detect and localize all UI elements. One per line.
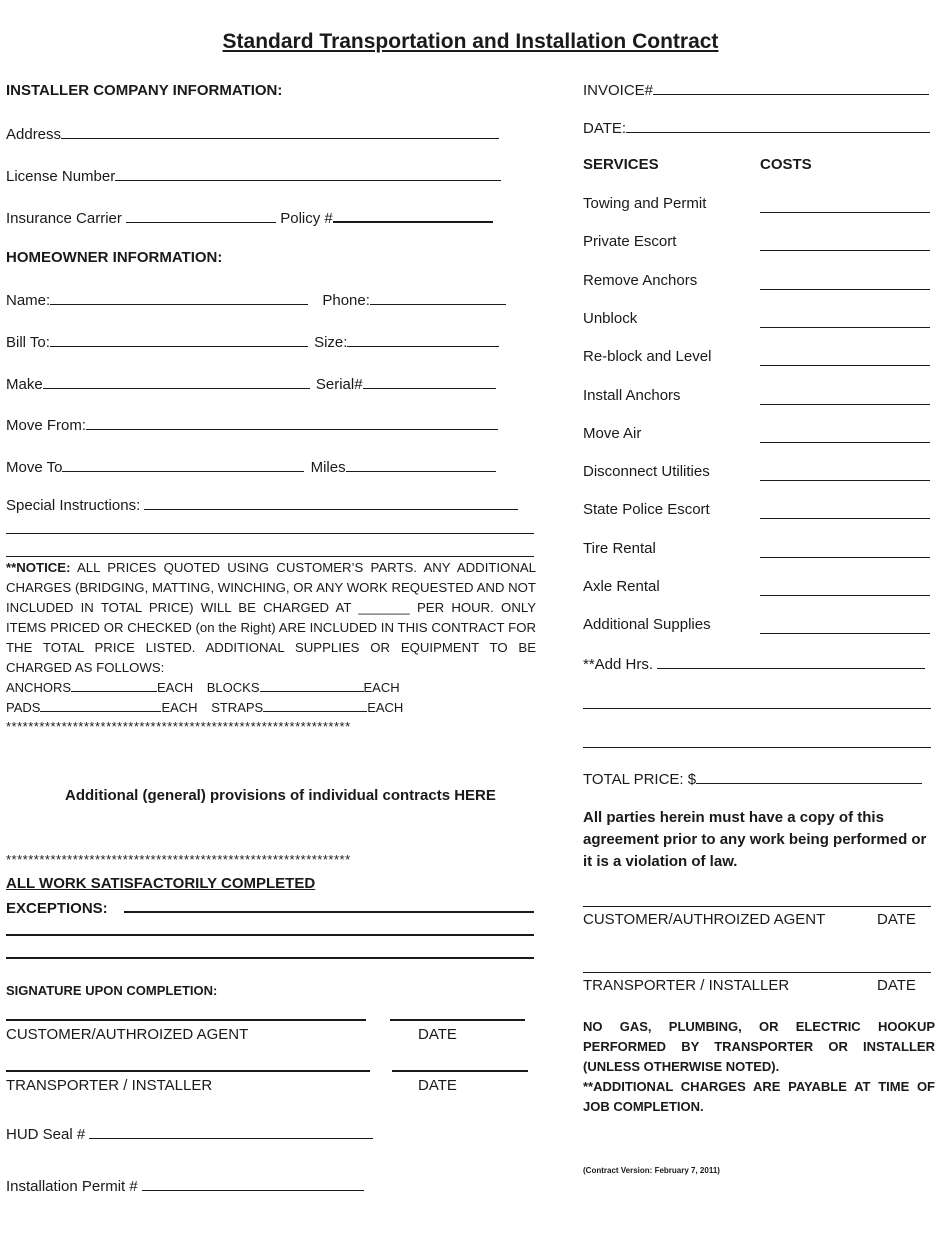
transporter-date-label: DATE	[418, 1077, 457, 1094]
service-label: State Police Escort	[583, 501, 710, 518]
customer-date-label-right: DATE	[877, 911, 916, 928]
anchors-label: ANCHORS	[6, 680, 72, 695]
name-row	[6, 290, 506, 309]
address-row	[6, 124, 499, 143]
services-header: SERVICES	[583, 156, 659, 173]
each-label: EACH	[157, 680, 194, 695]
exceptions-label: EXCEPTIONS:	[6, 900, 108, 917]
service-label: Axle Rental	[583, 578, 660, 595]
service-cost-field[interactable]	[760, 404, 930, 405]
transporter-date-label-right: DATE	[877, 977, 916, 994]
make-field[interactable]	[43, 374, 310, 389]
hud-row	[6, 1124, 373, 1143]
no-gas-notice: NO GAS, PLUMBING, OR ELECTRIC HOOKUP PERFORMED BY TRANSPORTER OR INSTALLER (UNLESS OTHERWISE NOTED).	[583, 1019, 935, 1074]
date-row	[583, 118, 930, 137]
add-hrs-line-2[interactable]	[583, 708, 931, 709]
signature-heading: SIGNATURE UPON COMPLETION:	[6, 983, 218, 998]
miles-field[interactable]	[346, 457, 496, 472]
notice-block	[6, 558, 536, 678]
pads-field[interactable]	[40, 700, 161, 712]
transporter-date-line[interactable]	[392, 1070, 528, 1072]
costs-header: COSTS	[760, 156, 812, 173]
stars-divider: **************************************************************	[6, 719, 351, 734]
name-label: Name:	[6, 292, 51, 309]
customer-date-label: DATE	[418, 1026, 457, 1043]
add-hrs-label: **Add Hrs.	[583, 656, 654, 673]
license-label: License Number	[6, 168, 116, 185]
each-label: EACH	[161, 700, 198, 715]
insurance-row	[6, 207, 493, 227]
exceptions-field[interactable]	[124, 897, 534, 913]
straps-label: STRAPS	[211, 700, 264, 715]
service-cost-field[interactable]	[760, 480, 930, 481]
page-title: Standard Transportation and Installation Contract	[222, 30, 719, 53]
total-price-row	[583, 769, 922, 788]
copy-notice: All parties herein must have a copy of this agreement prior to any work being performed or it is a violation of law.	[583, 809, 927, 870]
pads-label: PADS	[6, 700, 41, 715]
service-cost-field[interactable]	[760, 518, 930, 519]
invoice-label: INVOICE#	[583, 82, 654, 99]
straps-field[interactable]	[263, 700, 367, 712]
moveto-field[interactable]	[62, 457, 304, 472]
special-line-2[interactable]	[6, 533, 534, 534]
policy-field[interactable]	[333, 207, 493, 223]
special-row	[6, 495, 518, 514]
each-label: EACH	[367, 700, 404, 715]
service-label: Private Escort	[583, 233, 677, 250]
service-label: Tire Rental	[583, 540, 656, 557]
insurance-field[interactable]	[126, 208, 276, 223]
special-field[interactable]	[144, 495, 518, 510]
stars-divider: **************************************************************	[6, 852, 351, 867]
service-cost-field[interactable]	[760, 442, 930, 443]
address-field[interactable]	[61, 124, 499, 139]
service-cost-field[interactable]	[760, 365, 930, 366]
exceptions-line-3[interactable]	[6, 957, 534, 959]
movefrom-field[interactable]	[86, 415, 498, 430]
phone-field[interactable]	[370, 290, 506, 305]
add-hrs-field[interactable]	[657, 654, 925, 669]
customer-date-line[interactable]	[390, 1019, 525, 1021]
service-cost-field[interactable]	[760, 327, 930, 328]
invoice-field[interactable]	[653, 80, 929, 95]
completed-heading: ALL WORK SATISFACTORILY COMPLETED	[6, 875, 316, 892]
invoice-row	[583, 80, 929, 99]
insurance-label: Insurance Carrier	[6, 210, 122, 227]
serial-field[interactable]	[363, 374, 496, 389]
address-label: Address	[6, 126, 62, 143]
hud-field[interactable]	[89, 1124, 373, 1139]
moveto-label: Move To	[6, 459, 63, 476]
service-cost-field[interactable]	[760, 289, 930, 290]
permit-row	[6, 1176, 364, 1195]
notice-text: ALL PRICES QUOTED USING CUSTOMER’S PARTS. ANY ADDITIONAL CHARGES (BRIDGING, MATTING, WINCHING, OR ANY WORK REQUESTED AND NOT INCLUDED IN TOTAL PRICE) WILL BE CHARGED AT _______ PER HOUR. ONLY ITEMS PRICED OR CHECKED (on the Right) ARE INCLUDED IN THIS CONTRACT FOR THE TOTAL PRICE LISTED. ADDITIONAL SUPPLIES OR EQUIPMENT TO BE CHARGED AS FOLLOWS:	[6, 560, 536, 675]
special-label: Special Instructions:	[6, 497, 141, 514]
service-label: Towing and Permit	[583, 195, 707, 212]
service-cost-field[interactable]	[760, 595, 930, 596]
size-label: Size:	[314, 334, 348, 351]
anchors-field[interactable]	[71, 680, 157, 692]
installer-heading: INSTALLER COMPANY INFORMATION:	[6, 82, 283, 99]
contract-version: (Contract Version: February 7, 2011)	[583, 1166, 720, 1175]
blocks-field[interactable]	[260, 680, 364, 692]
transporter-label-right: TRANSPORTER / INSTALLER	[583, 977, 790, 994]
customer-signature-line[interactable]	[6, 1019, 366, 1021]
homeowner-heading: HOMEOWNER INFORMATION:	[6, 249, 223, 266]
service-label: Disconnect Utilities	[583, 463, 710, 480]
license-field[interactable]	[115, 166, 501, 181]
exceptions-line-2[interactable]	[6, 934, 534, 936]
total-price-field[interactable]	[696, 769, 922, 784]
name-field[interactable]	[50, 290, 308, 305]
date-field[interactable]	[626, 118, 930, 133]
each-label: EACH	[363, 680, 400, 695]
customer-agent-label-right: CUSTOMER/AUTHROIZED AGENT	[583, 911, 826, 928]
billto-field[interactable]	[50, 332, 308, 347]
anchors-row	[6, 680, 400, 695]
service-cost-field[interactable]	[760, 557, 930, 558]
add-hrs-row	[583, 654, 925, 673]
make-row	[6, 374, 496, 393]
service-cost-field[interactable]	[760, 212, 930, 213]
add-hrs-line-3[interactable]	[583, 747, 931, 748]
transporter-signature-line-right[interactable]	[583, 972, 931, 973]
payable-notice: **ADDITIONAL CHARGES ARE PAYABLE AT TIME OF JOB COMPLETION.	[583, 1079, 935, 1114]
total-price-label: TOTAL PRICE: $	[583, 771, 697, 788]
size-field[interactable]	[347, 332, 499, 347]
billto-label: Bill To:	[6, 334, 50, 351]
service-label: Unblock	[583, 310, 638, 327]
license-row	[6, 166, 501, 185]
movefrom-row	[6, 415, 498, 434]
notice-bold: **NOTICE:	[6, 560, 71, 575]
billto-row	[6, 332, 499, 351]
service-label: Install Anchors	[583, 387, 681, 404]
service-label: Re-block and Level	[583, 348, 712, 365]
service-cost-field[interactable]	[760, 633, 930, 634]
make-label: Make	[6, 376, 43, 393]
phone-label: Phone:	[322, 292, 370, 309]
exceptions-row	[6, 897, 534, 917]
customer-signature-line-right[interactable]	[583, 906, 931, 907]
pads-row	[6, 700, 403, 715]
service-label: Additional Supplies	[583, 616, 711, 633]
miles-label: Miles	[310, 459, 346, 476]
moveto-row	[6, 457, 496, 476]
transporter-signature-line[interactable]	[6, 1070, 370, 1072]
service-cost-field[interactable]	[760, 250, 930, 251]
date-label: DATE:	[583, 120, 627, 137]
permit-label: Installation Permit #	[6, 1178, 138, 1195]
provisions-text: Additional (general) provisions of individual contracts HERE	[65, 787, 496, 804]
service-label: Move Air	[583, 425, 642, 442]
service-label: Remove Anchors	[583, 272, 698, 289]
blocks-label: BLOCKS	[206, 680, 260, 695]
customer-agent-label: CUSTOMER/AUTHROIZED AGENT	[6, 1026, 249, 1043]
permit-field[interactable]	[142, 1176, 364, 1191]
policy-label: Policy #	[280, 210, 333, 227]
transporter-label: TRANSPORTER / INSTALLER	[6, 1077, 213, 1094]
special-line-3[interactable]	[6, 556, 534, 557]
movefrom-label: Move From:	[6, 417, 87, 434]
hud-label: HUD Seal #	[6, 1126, 86, 1143]
serial-label: Serial#	[315, 376, 363, 393]
